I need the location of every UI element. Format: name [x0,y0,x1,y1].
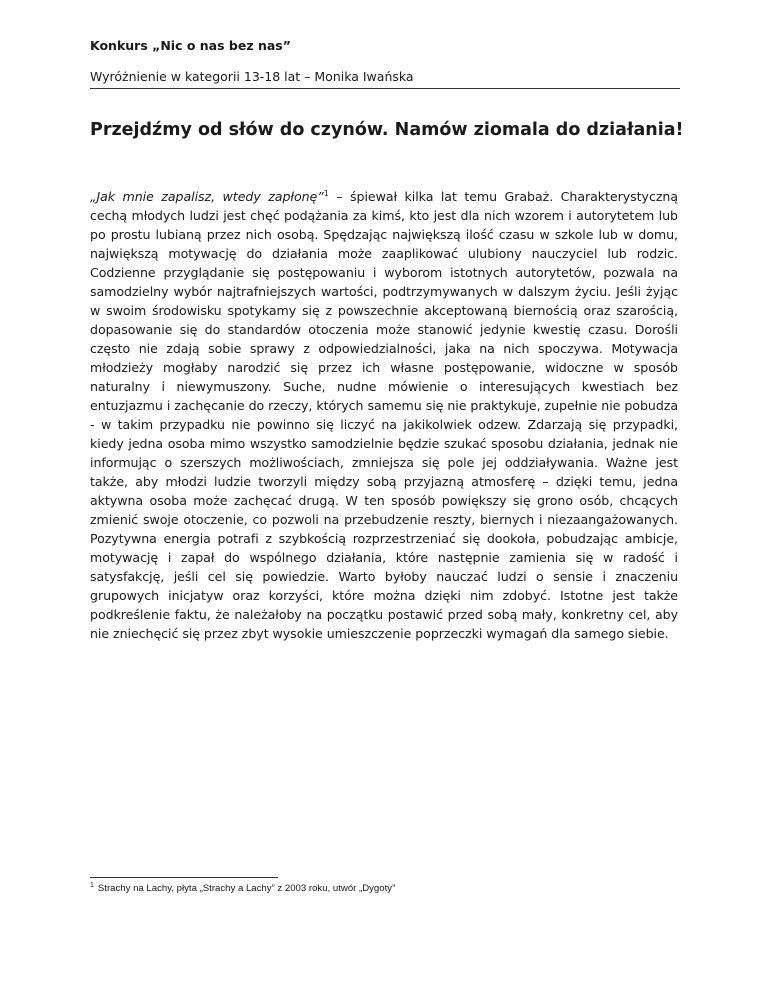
opening-quote: „Jak mnie zapalisz, wtedy zapłonę” [90,189,324,204]
essay-title: Przejdźmy od słów do czynów. Namów ziomala do działania! [90,120,684,140]
contest-name: Konkurs „Nic o nas bez nas” [90,38,291,53]
award-line: Wyróżnienie w kategorii 13-18 lat – Monika Iwańska [90,69,414,84]
footnote-text: Strachy na Lachy, płyta „Strachy a Lachy” z 2003 roku, utwór „Dygoty” [97,883,396,895]
footnote-number: 1 [90,882,94,889]
footnote-divider [90,877,278,878]
header-divider [90,88,680,89]
page-header [90,38,680,86]
footnote-reference[interactable]: 1 [323,188,329,198]
footnote [90,882,680,894]
essay-body [90,187,678,643]
essay-paragraph: – śpiewał kilka lat temu Grabaż. Charakterystyczną cechą młodych ludzi jest chęć podążania za kimś, kto jest dla nich wzorem i autorytetem lub po prostu lubianą przez nich osobą. Spędzając największą ilość czasu w szkole lub w domu, największą motywację do działania może zaaplikować ulubiony nauczyciel lub rodzic. Codzienne przyglądanie się postępowaniu i wyborom istotnych autorytetów, pozwala na samodzielny wybór najtrafniejszych wartości, podtrzymywanych w dalszym życiu. Jeśli żyjąc w swoim środowisku spotykamy się z powszechnie akceptowaną biernością oraz szarością, dopasowanie się do standardów otoczenia może stanowić jedynie kwestię czasu. Dorośli często nie zdają sobie sprawy z odpowiedzialności, jaka na nich spoczywa. Motywacja młodzieży mogłaby narodzić się przez ich własne postępowanie, widoczne w sposób naturalny i niewymuszony. Suche, nudne mówienie o interesujących kwestiach bez entuzjazmu i zachęcanie do rzeczy, których samemu się nie praktykuje, zupełnie nie pobudza - w takim przypadku nie powinno się liczyć na jakikolwiek odzew. Zdarzają się przypadki, kiedy jedna osoba mimo wszystko samodzielnie będzie szukać sposobu działania, jednak nie informując o szerszych możliwościach, zmniejsza się pole jej oddziaływania. Ważne jest także, aby młodzi ludzie tworzyli między sobą przyjazną atmosferę – dzięki temu, jedna aktywna osoba może zachęcać drugą. W ten sposób powiększy się grono osób, chcących zmienić swoje otoczenie, co pozwoli na przebudzenie reszty, biernych i niezaangażowanych. Pozytywna energia potrafi z szybkością rozprzestrzeniać się dookoła, pobudzając ambicje, motywację i zapał do wspólnego działania, które następnie zamienia się w radość i satysfakcję, jeśli cel się powiedzie. Warto byłoby nauczać ludzi o sensie i znaczeniu grupowych inicjatyw oraz korzyści, które można dzięki nim zdobyć. Istotne jest także podkreślenie faktu, że należałoby na początku postawić przed sobą mały, konkretny cel, aby nie zniechęcić się przez zbyt wysokie umieszczenie poprzeczki wymagań dla samego siebie. [90,189,678,641]
